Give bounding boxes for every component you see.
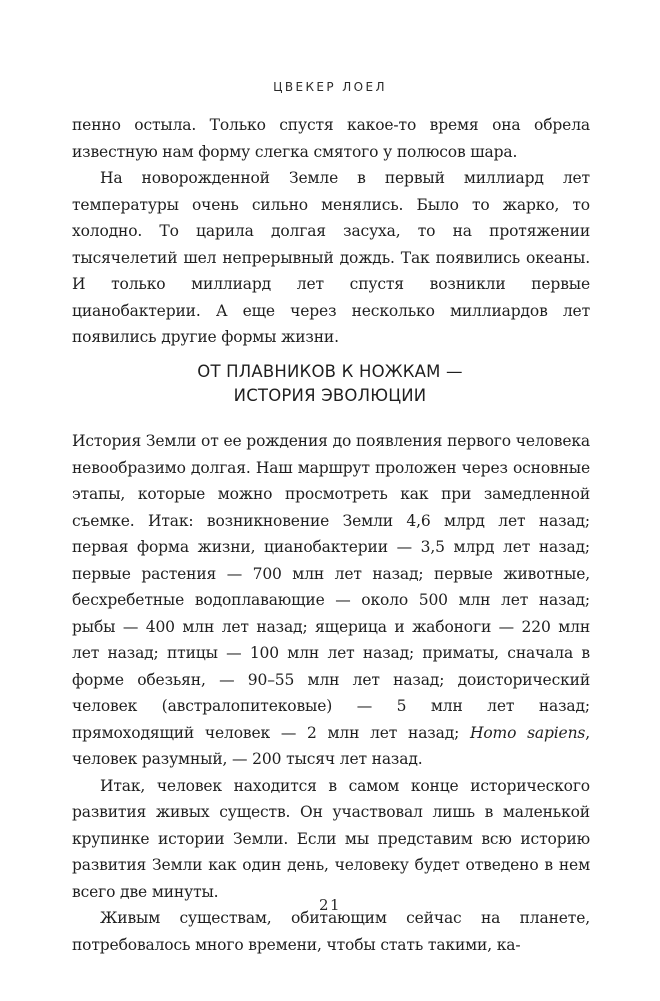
page-number: 21 [318, 896, 342, 914]
intro-paragraph-2: На новорожденной Земле в первый миллиард лет температуры очень сильно менялись. Было то жарко, то холодно. То царила долгая засуха, то на протяжении тысячелетий шел непрерывный дождь. Так появились океаны. И только миллиард лет спустя возникли первые цианобактерии. А еще через несколько миллиардов лет появились другие формы жизни. [72, 169, 590, 346]
intro-text [72, 112, 590, 351]
running-head: ЦВЕКЕР ЛОЕЛ [273, 80, 387, 94]
section-heading-line-1: ОТ ПЛАВНИКОВ К НОЖКАМ — [197, 362, 463, 381]
body-paragraph-3: Живым существам, обитающим сейчас на планете, потребовалось много времени, чтобы стать такими, ка- [72, 909, 590, 954]
species-name: Homo sapiens [469, 723, 586, 742]
intro-paragraph-1: пенно остыла. Только спустя какое-то время она обрела известную нам форму слегка смятого у полюсов шара. [72, 116, 590, 161]
section-body [72, 428, 590, 958]
section-heading [0, 360, 660, 408]
body-paragraph-1-main: История Земли от ее рождения до появления первого человека невообразимо долгая. Наш маршрут проложен через основные этапы, которые можно просмотреть как при замедленной съемке. Итак: возникновение Земли 4,6 млрд лет назад; первая форма жизни, цианобактерии — 3,5 млрд лет назад; первые растения — 700 млн лет назад; первые животные, бесхребетные водоплавающие — около 500 млн лет назад; рыбы — 400 млн лет назад; ящерица и жабоноги — 220 млн лет назад; птицы — 100 млн лет назад; приматы, сначала в форме обезьян, — 90–55 млн лет назад; доисторический человек (австралопитековые) — 5 млн лет назад; прямоходящий человек — 2 млн лет назад; [72, 432, 590, 742]
body-paragraph-2: Итак, человек находится в самом конце исторического развития живых существ. Он участвовал лишь в маленькой крупинке истории Земли. Если мы представим всю историю развития Земли как один день, человеку будет отведено в нем всего две минуты. [72, 776, 590, 901]
section-heading-line-2: ИСТОРИЯ ЭВОЛЮЦИИ [233, 386, 427, 405]
body-paragraph-1-tail: , человек разумный, — 200 тысяч лет назад. [72, 723, 590, 768]
body-paragraph-1 [72, 428, 590, 773]
